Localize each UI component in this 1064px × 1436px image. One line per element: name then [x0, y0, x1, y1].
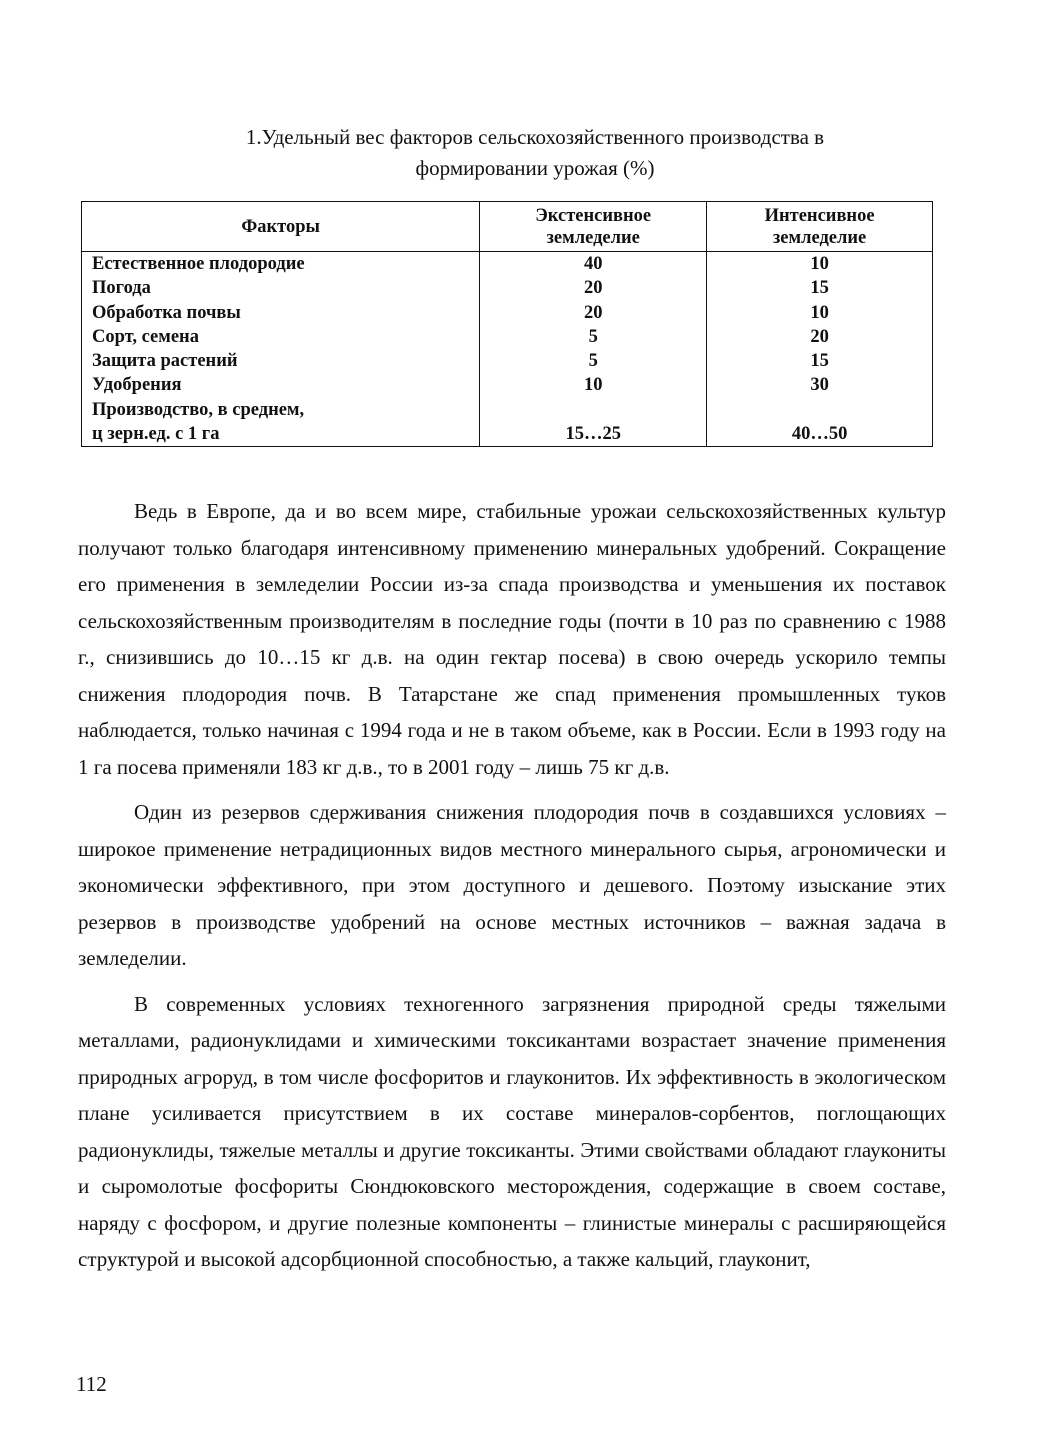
factor-name: Погода	[82, 276, 480, 300]
extensive-value: 5	[480, 349, 707, 373]
caption-line-2: формировании урожая (%)	[415, 156, 655, 180]
header-intensive: Интенсивное земледелие	[707, 202, 933, 252]
intensive-value: 15	[707, 349, 933, 373]
table-row	[82, 301, 933, 325]
caption-line-1: 1.Удельный вес факторов сельскохозяйственного производства в	[245, 125, 825, 149]
header-factors: Факторы	[82, 202, 480, 252]
intensive-value: 30	[707, 373, 933, 397]
factors-table	[81, 201, 933, 447]
table-header-row	[82, 202, 933, 252]
factor-name: Обработка почвы	[82, 301, 480, 325]
table-row	[82, 276, 933, 300]
table-row	[82, 325, 933, 349]
intensive-value: 15	[707, 276, 933, 300]
extensive-value: 20	[480, 276, 707, 300]
extensive-value: 10	[480, 373, 707, 397]
table-caption	[120, 122, 950, 184]
table-row	[82, 373, 933, 397]
extensive-value: 20	[480, 301, 707, 325]
factor-name: ц зерн.ед. с 1 га	[82, 422, 480, 447]
table-row	[82, 349, 933, 373]
page-number: 112	[76, 1372, 107, 1396]
intensive-value: 10	[707, 252, 933, 277]
body-text	[78, 493, 946, 1287]
factor-name: Производство, в среднем,	[82, 398, 480, 422]
factor-name: Удобрения	[82, 373, 480, 397]
intensive-value: 10	[707, 301, 933, 325]
intensive-value: 40…50	[707, 422, 933, 447]
factor-name: Сорт, семена	[82, 325, 480, 349]
table-row	[82, 398, 933, 422]
header-extensive: Экстенсивное земледелие	[480, 202, 707, 252]
extensive-value: 5	[480, 325, 707, 349]
extensive-value: 40	[480, 252, 707, 277]
intensive-value: 20	[707, 325, 933, 349]
factor-name: Естественное плодородие	[82, 252, 480, 277]
paragraph: Ведь в Европе, да и во всем мире, стабильные урожаи сельскохозяйственных культур получают только благодаря интенсивному применению минеральных удобрений. Сокращение его применения в земледелии России из-за спада производства и уменьшения их поставок сельскохозяйственным производителям в последние годы (почти в 10 раз по сравнению с 1988 г., снизившись до 10…15 кг д.в. на один гектар посева) в свою очередь ускорило темпы снижения плодородия почв. В Татарстане же спад применения промышленных туков наблюдается, только начиная с 1994 года и не в таком объеме, как в России. Если в 1993 году на 1 га посева применяли 183 кг д.в., то в 2001 году – лишь 75 кг д.в.	[78, 499, 946, 779]
paragraph: Один из резервов сдерживания снижения плодородия почв в создавшихся условиях – широкое применение нетрадиционных видов местного минерального сырья, агрономически и экономически эффективного, при этом доступного и дешевого. Поэтому изыскание этих резервов в производстве удобрений на основе местных источников – важная задача в земледелии.	[78, 800, 946, 970]
table-row	[82, 252, 933, 277]
factor-name: Защита растений	[82, 349, 480, 373]
extensive-value: 15…25	[480, 422, 707, 447]
paragraph: В современных условиях техногенного загрязнения природной среды тяжелыми металлами, радионуклидами и химическими токсикантами возрастает значение применения природных агроруд, в том числе фосфоритов и глауконитов. Их эффективность в экологическом плане усиливается присутствием в их составе минералов-сорбентов, поглощающих радионуклиды, тяжелые металлы и другие токсиканты. Этими свойствами обладают глаукониты и сыромолотые фосфориты Сюндюковского месторождения, содержащие в своем составе, наряду с фосфором, и другие полезные компоненты – глинистые минералы с расширяющейся структурой и высокой адсорбционной способностью, а также кальций, глауконит,	[78, 991, 946, 1271]
table-row	[82, 422, 933, 447]
